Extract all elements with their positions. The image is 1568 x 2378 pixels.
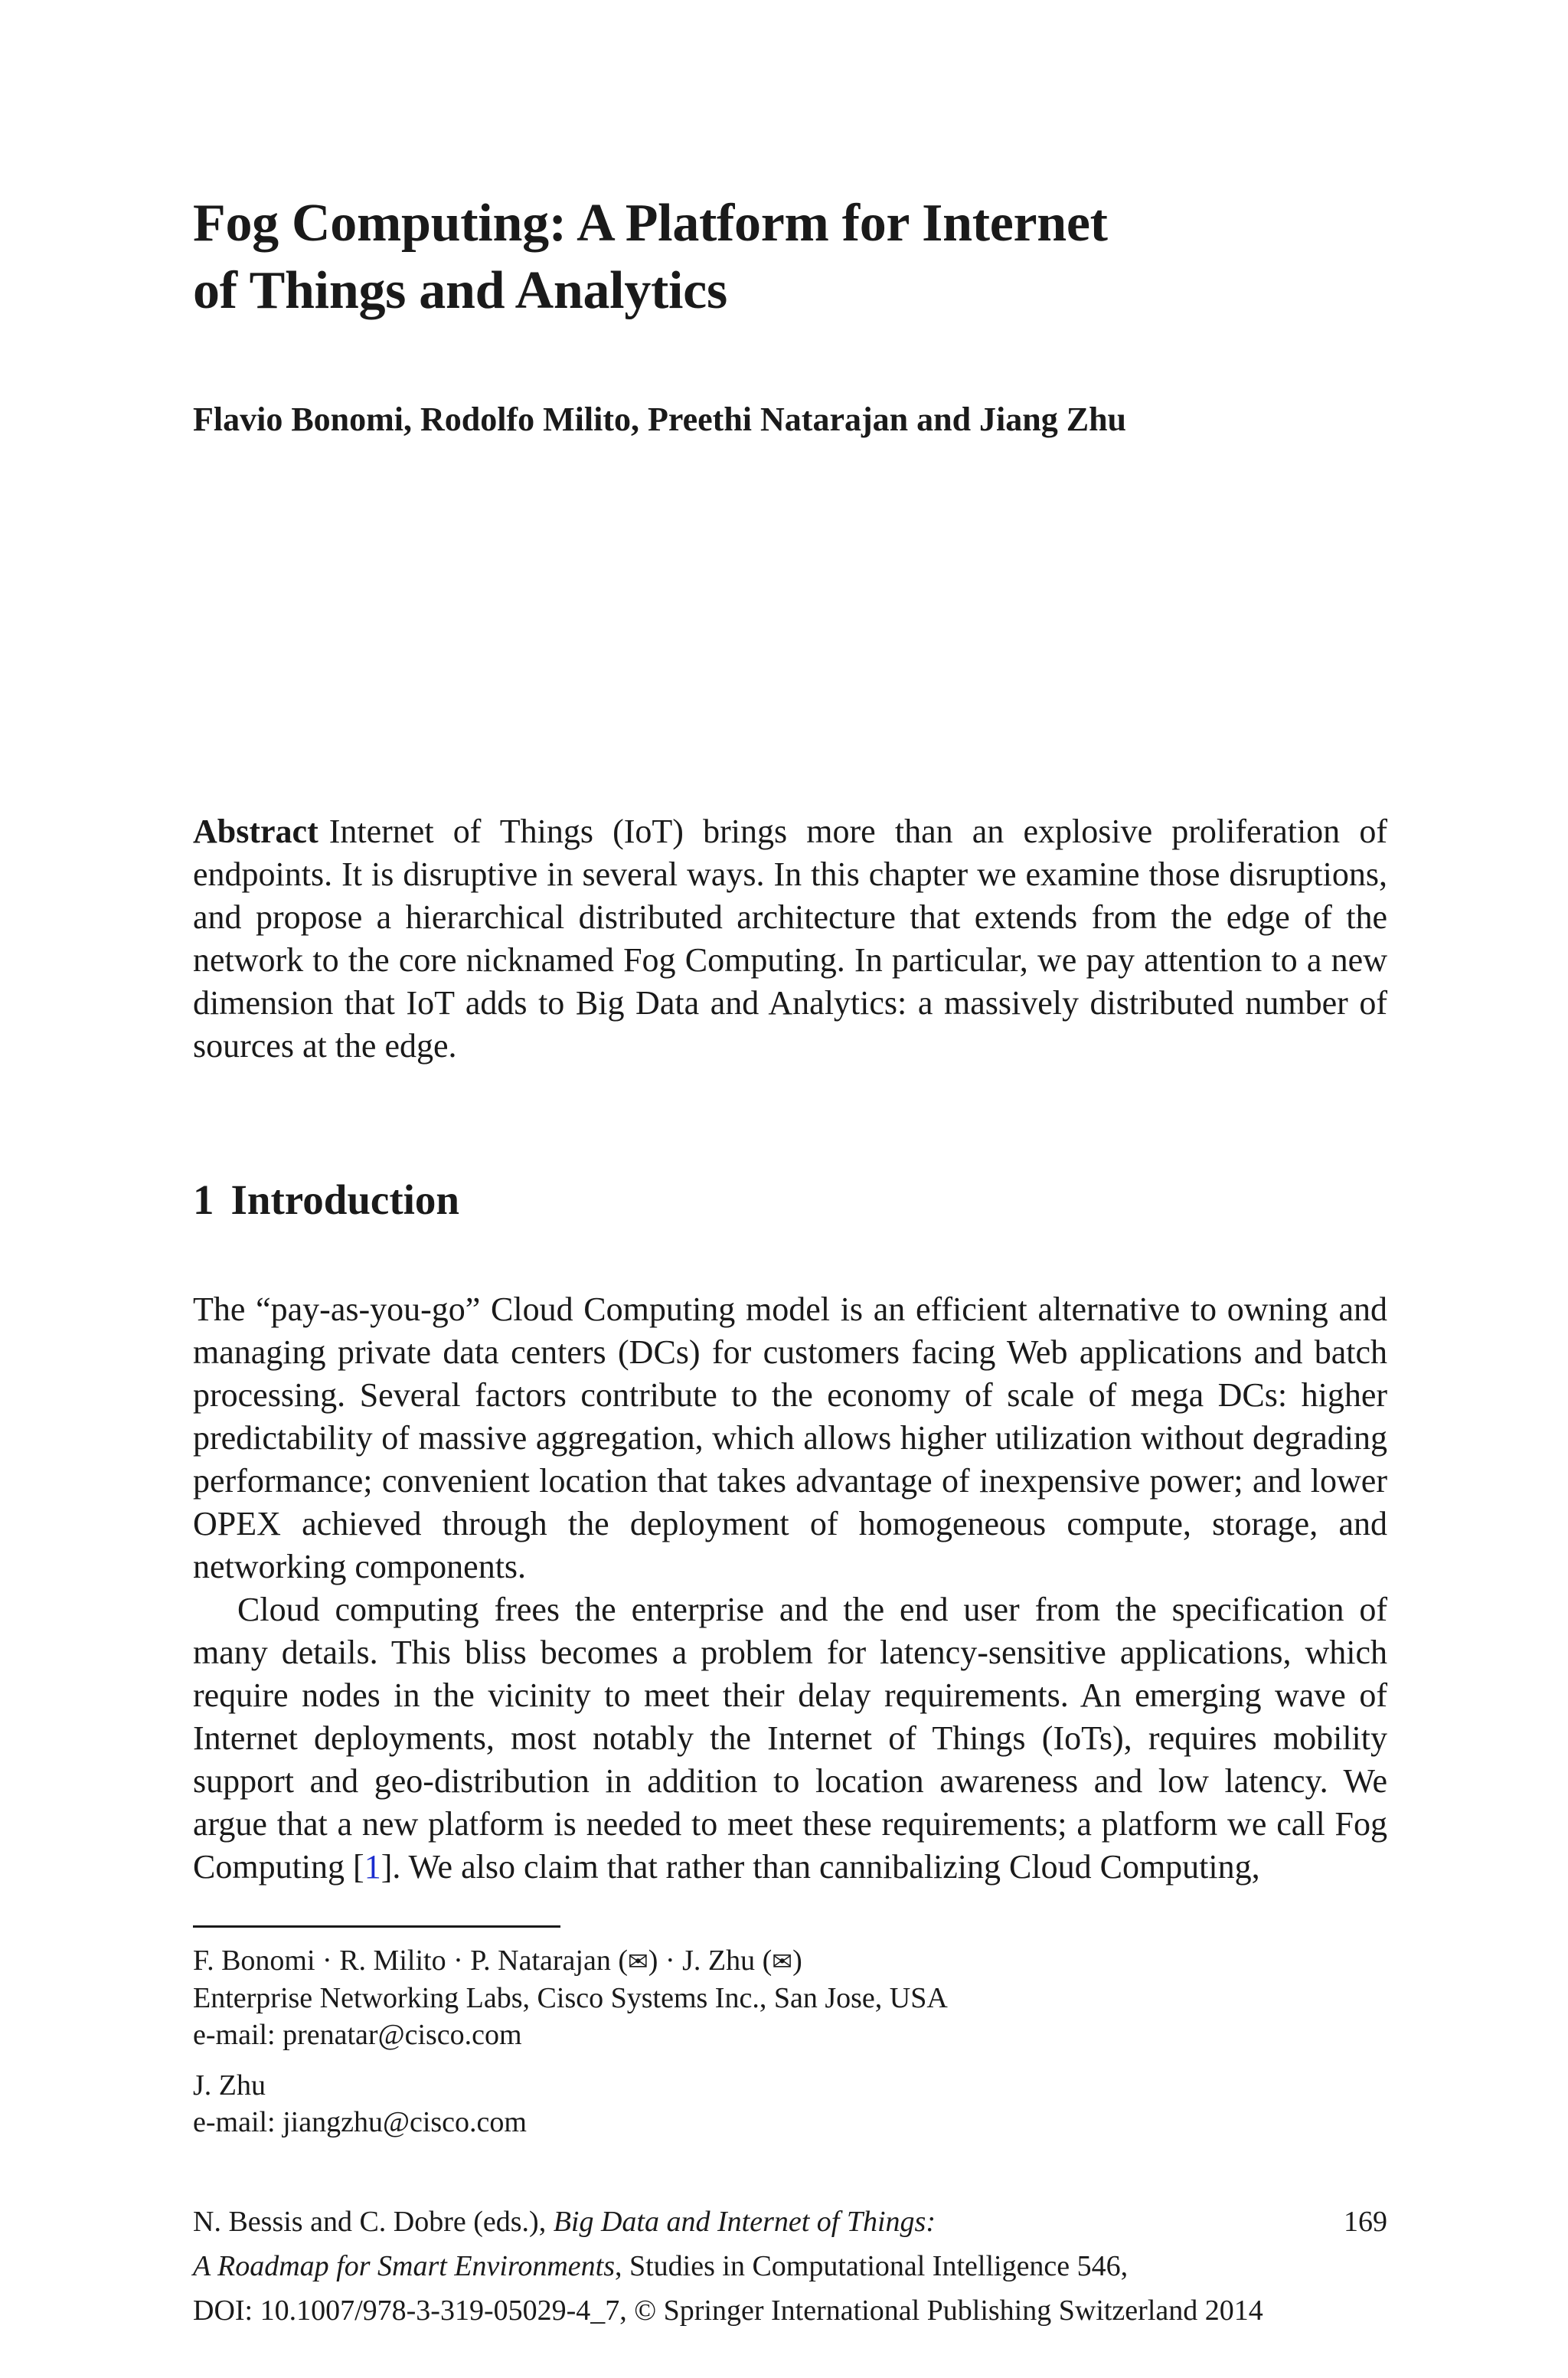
footnote-authors-mid: ) · J. Zhu (: [648, 1945, 773, 1977]
footnote-authors-suffix: ): [792, 1945, 802, 1977]
title-line-1: Fog Computing: A Platform for Internet: [193, 194, 1108, 253]
paper-title: [193, 190, 1387, 325]
abstract-text: Internet of Things (IoT) brings more than an explosive proliferation of endpoints. It is disruptive in several ways. In this chapter we examine those disruptions, and propose a hierarchical distributed architecture that extends from the edge of the network to the core nicknamed Fog Computing. In particular, we pay attention to a new dimension that IoT adds to Big Data and Analytics: a massively distributed number of sources at the edge.: [193, 813, 1387, 1065]
envelope-icon: ✉: [627, 1947, 648, 1976]
section-number: 1: [193, 1176, 214, 1223]
paragraph-1: The “pay-as-you-go” Cloud Computing model is an efficient alternative to owning and managing private data centers (DCs) for customers facing Web applications and batch processing. Several factors contribute to the economy of scale of mega DCs: higher predictability of massive aggregation, which allows higher utilization without degrading performance; convenient location that takes advantage of inexpensive power; and lower OPEX achieved through the deployment of homogeneous compute, storage, and networking components.: [193, 1290, 1387, 1585]
section-heading: [193, 1173, 1387, 1227]
paragraph-2-text-end: ]. We also claim that rather than cannibalizing Cloud Computing,: [381, 1848, 1260, 1886]
paragraph-2-text: Cloud computing frees the enterprise and the end user from the specification of many details. This bliss becomes a problem for latency-sensitive applications, which require nodes in the vicinity to meet their delay requirements. An emerging wave of Internet deployments, most notably the Internet of Things (IoTs), requires mobility support and geo-distribution in addition to location awareness and low latency. We argue that a new platform is needed to meet these requirements; a platform we call Fog Computing [: [193, 1591, 1387, 1886]
footnote-name-2: J. Zhu: [193, 2069, 266, 2102]
footnote-authors-prefix: F. Bonomi · R. Milito · P. Natarajan (: [193, 1945, 628, 1977]
citation-line-1: [193, 2200, 1387, 2244]
footnote-email-2[interactable]: e-mail: jiangzhu@cisco.com: [193, 2106, 527, 2138]
book-title-part-2: A Roadmap for Smart Environments: [193, 2250, 615, 2282]
footnote-affiliation: Enterprise Networking Labs, Cisco Systems Inc., San Jose, USA: [193, 1982, 948, 2014]
citation-doi: DOI: 10.1007/978-3-319-05029-4_7, © Springer International Publishing Switzerland 2014: [193, 2295, 1263, 2327]
citation-editors: N. Bessis and C. Dobre (eds.),: [193, 2206, 554, 2238]
author-footnote: [193, 1942, 1387, 2141]
abstract-label: Abstract: [193, 813, 318, 850]
section-body: [193, 1288, 1387, 1889]
book-citation: [193, 2200, 1387, 2333]
citation-series: , Studies in Computational Intelligence 546,: [614, 2250, 1129, 2282]
footnote-email-1[interactable]: e-mail: prenatar@cisco.com: [193, 2019, 522, 2051]
footnote-divider: [193, 1925, 560, 1928]
section-title: Introduction: [230, 1176, 459, 1223]
citation-line-2: [193, 2244, 1387, 2288]
paragraph-2: [193, 1588, 1387, 1889]
footnote-authors: [193, 1942, 1387, 1980]
footnote-spacer: [193, 2053, 1387, 2067]
author-list: Flavio Bonomi, Rodolfo Milito, Preethi Natarajan and Jiang Zhu: [193, 401, 1127, 438]
book-title-part-1: Big Data and Internet of Things:: [553, 2206, 936, 2238]
title-line-2: of Things and Analytics: [193, 261, 727, 320]
abstract: [193, 810, 1387, 1068]
envelope-icon: ✉: [772, 1947, 793, 1976]
page-number: 169: [1344, 2206, 1387, 2238]
citation-link-1[interactable]: 1: [364, 1848, 381, 1886]
